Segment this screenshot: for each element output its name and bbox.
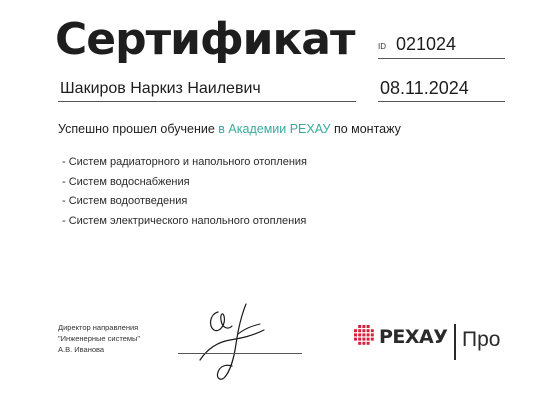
rehau-logo-mark-icon <box>353 324 375 346</box>
logo-dot <box>371 333 374 336</box>
logo-dot <box>358 329 361 332</box>
list-item: - Систем водоотведения <box>62 195 188 207</box>
logo-dot <box>367 338 370 341</box>
logo-dot <box>358 325 361 328</box>
logo-dot <box>358 338 361 341</box>
logo-dot <box>354 333 357 336</box>
logo-dot <box>367 325 370 328</box>
logo-dot <box>367 333 370 336</box>
course-description <box>58 122 401 136</box>
recipient-name-field <box>58 80 356 102</box>
list-item: - Систем электрического напольного отопления <box>62 214 307 227</box>
logo-divider <box>454 324 456 360</box>
logo-dot <box>367 342 370 345</box>
logo-dot <box>358 333 361 336</box>
logo-dot <box>362 342 365 345</box>
logo-dot <box>367 329 370 332</box>
id-label: ID <box>378 42 386 51</box>
signatory-position-line2: "Инженерные системы" <box>58 334 141 343</box>
handwritten-signature <box>190 300 270 382</box>
list-item: - Систем водоснабжения <box>62 175 190 188</box>
logo-dot <box>371 329 374 332</box>
logo-dot <box>354 329 357 332</box>
signature-line <box>178 353 302 354</box>
list-item: - Систем радиаторного и напольного отопления <box>62 156 308 168</box>
rehau-pro-logo <box>353 322 513 362</box>
certificate-title: Сертификат <box>55 14 355 65</box>
logo-dot <box>354 338 357 341</box>
logo-dot <box>362 333 365 336</box>
description-prefix: Успешно прошел обучение <box>58 122 219 136</box>
logo-dot <box>358 342 361 345</box>
logo-dot <box>362 325 365 328</box>
id-value: 021024 <box>396 34 457 54</box>
recipient-name: Шакиров Наркиз Наилевич <box>60 80 261 97</box>
logo-dot <box>371 338 374 341</box>
logo-brand-text: РЕХАУ <box>379 326 448 348</box>
logo-product-text: Про <box>462 328 501 351</box>
issue-date: 08.11.2024 <box>380 78 469 98</box>
academy-name: в Академии РЕХАУ <box>218 122 331 136</box>
logo-dot <box>362 338 365 341</box>
systems-list <box>62 153 307 231</box>
date-field <box>378 78 505 102</box>
logo-dot <box>362 329 365 332</box>
description-suffix: по монтажу <box>330 122 401 136</box>
signatory-position-line1: Директор направления <box>58 323 139 332</box>
signatory-name: А.В. Иванова <box>58 345 105 354</box>
certificate-id-field <box>378 34 505 59</box>
signatory-caption <box>58 322 140 355</box>
